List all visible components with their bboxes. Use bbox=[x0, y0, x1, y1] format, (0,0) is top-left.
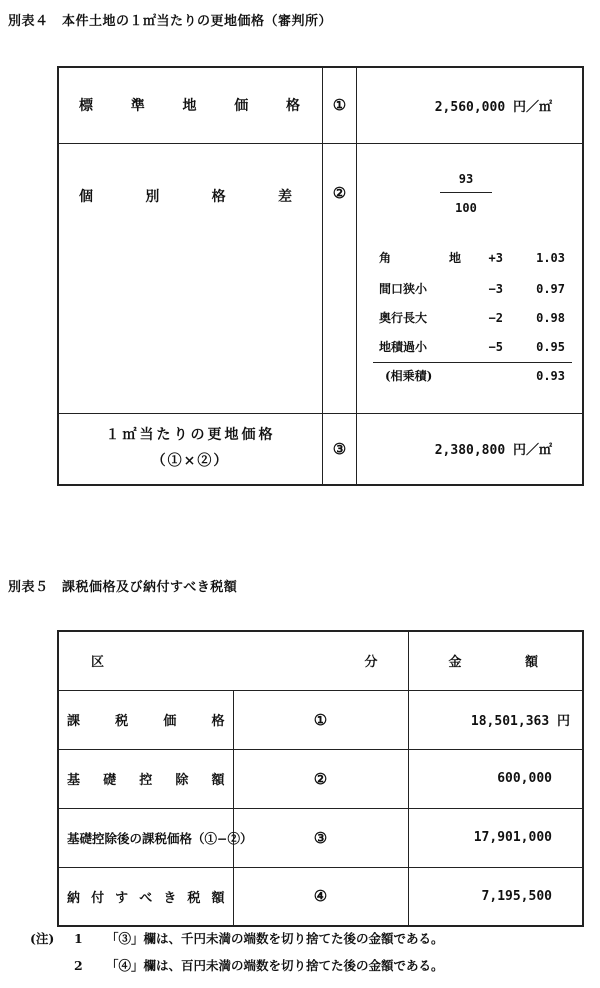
basic-deduction-label: 基 礎 控 除 額 bbox=[58, 749, 233, 808]
individual-difference-label: 個 別 格 差 bbox=[58, 143, 323, 413]
factor-row: 間口狭小 −3 0.97 bbox=[379, 281, 565, 296]
land-price-value: 2,380,800 円／㎡ bbox=[357, 413, 584, 485]
table-row bbox=[58, 690, 583, 749]
taxable-after-deduction-label: 基礎控除後の課税価格（①−②） bbox=[58, 808, 233, 867]
table5-title: 別表５ 課税価格及び納付すべき税額 bbox=[8, 580, 238, 595]
row-number: ③ bbox=[323, 413, 357, 485]
amount-header: 金 額 bbox=[408, 631, 583, 690]
factor-row: 角 地 +3 1.03 bbox=[379, 250, 565, 265]
product-row: (相乗積) 0.93 bbox=[385, 368, 565, 383]
land-price-label: １㎡当たりの更地価格 （①×②） bbox=[58, 413, 323, 485]
tax-payable-value: 7,195,500 bbox=[408, 867, 583, 926]
table4-title: 別表４ 本件土地の１㎡当たりの更地価格（審判所） bbox=[8, 14, 333, 29]
row-number: ④ bbox=[233, 867, 408, 926]
taxable-price-value: 18,501,363 円 bbox=[408, 690, 583, 749]
note-item: (注) 1 「③」欄は、千円未満の端数を切り捨てた後の金額である。 bbox=[30, 925, 444, 952]
fraction-bar bbox=[440, 192, 492, 193]
note-prefix: (注) bbox=[30, 931, 55, 946]
table-row bbox=[58, 867, 583, 926]
table-row bbox=[58, 749, 583, 808]
category-header: 区 分 bbox=[58, 631, 408, 690]
factor-row: 地積過小 −5 0.95 bbox=[379, 339, 565, 354]
notes bbox=[30, 925, 444, 979]
table-header-row bbox=[58, 631, 583, 690]
standard-price-label: 標 準 地 価 格 bbox=[58, 67, 323, 143]
table-row bbox=[58, 808, 583, 867]
row-number: ② bbox=[323, 143, 357, 413]
basic-deduction-value: 600,000 bbox=[408, 749, 583, 808]
taxable-price-label: 課 税 価 格 bbox=[58, 690, 233, 749]
land-price-table bbox=[57, 66, 584, 486]
difference-fraction bbox=[440, 172, 492, 215]
table-row bbox=[58, 143, 583, 413]
row-number: ① bbox=[233, 690, 408, 749]
individual-difference-cell bbox=[357, 143, 584, 413]
tax-payable-label: 納 付 す べ き 税 額 bbox=[58, 867, 233, 926]
note-item: 2 「④」欄は、百円未満の端数を切り捨てた後の金額である。 bbox=[74, 958, 444, 973]
table-row bbox=[58, 67, 583, 143]
table-row bbox=[58, 413, 583, 485]
factor-row: 奥行長大 −2 0.98 bbox=[379, 310, 565, 325]
standard-price-value: 2,560,000 円／㎡ bbox=[357, 67, 584, 143]
taxable-after-deduction-value: 17,901,000 bbox=[408, 808, 583, 867]
fraction-denominator: 100 bbox=[455, 200, 477, 215]
row-number: ③ bbox=[233, 808, 408, 867]
fraction-numerator: 93 bbox=[458, 171, 474, 186]
tax-table bbox=[57, 630, 584, 927]
factor-underline bbox=[373, 362, 572, 363]
row-number: ① bbox=[323, 67, 357, 143]
row-number: ② bbox=[233, 749, 408, 808]
